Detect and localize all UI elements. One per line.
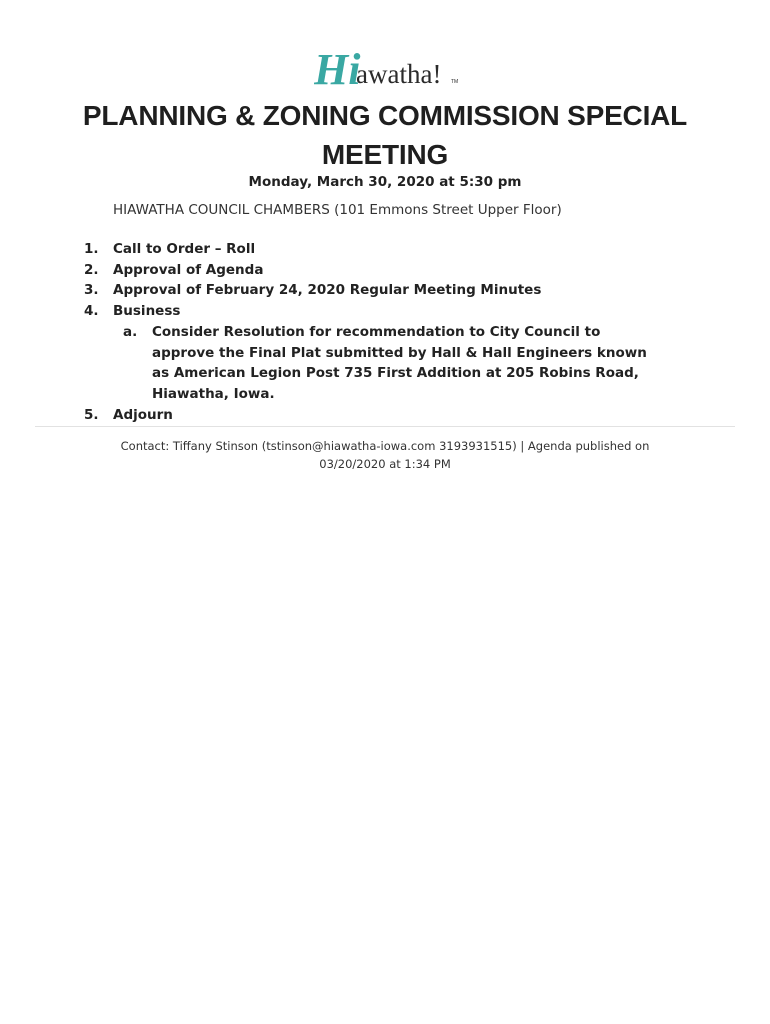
agenda-item-1 bbox=[84, 239, 684, 260]
agenda-item-text: Adjourn bbox=[113, 406, 173, 423]
logo-rest-text: awatha! bbox=[356, 59, 442, 89]
hiawatha-logo bbox=[314, 46, 462, 90]
agenda-item-number: 4. bbox=[84, 303, 99, 320]
agenda-item-text: Business bbox=[113, 303, 181, 320]
agenda-item-text: Approval of Agenda bbox=[113, 261, 264, 278]
page-title: PLANNING & ZONING COMMISSION SPECIAL MEETING bbox=[82, 100, 688, 170]
agenda-item-text: Call to Order – Roll bbox=[113, 241, 256, 257]
logo-trademark: TM bbox=[451, 79, 459, 85]
meeting-location: HIAWATHA COUNCIL CHAMBERS (101 Emmons Street Upper Floor) bbox=[113, 202, 562, 218]
agenda-item-2 bbox=[84, 260, 684, 281]
agenda-item-number: 1. bbox=[84, 241, 99, 257]
agenda-item-number: 2. bbox=[84, 261, 99, 278]
agenda-item-3 bbox=[84, 280, 684, 301]
agenda-item-number: 3. bbox=[84, 282, 99, 299]
agenda-item-5 bbox=[84, 405, 684, 426]
agenda-item-number: 5. bbox=[84, 406, 99, 423]
agenda-subitem-text: Consider Resolution for recommendation to City Council to approve the Final Plat submitted by Hall & Hall Engineers known as American Legion Post 735 First Addition at 205 Robins Road, Hiawatha, Iowa. bbox=[152, 323, 647, 402]
hiawatha-logo-graphic bbox=[314, 46, 462, 90]
meeting-date: Monday, March 30, 2020 at 5:30 pm bbox=[248, 174, 522, 190]
footer-divider bbox=[35, 426, 735, 427]
agenda-item-4 bbox=[84, 301, 684, 405]
agenda-subitem-letter: a. bbox=[123, 323, 138, 340]
agenda-subitem-a bbox=[123, 322, 652, 405]
logo-hi-text: Hi bbox=[314, 46, 361, 90]
agenda-list bbox=[84, 239, 684, 425]
footer-contact: Contact: Tiffany Stinson (tstinson@hiawatha-iowa.com 3193931515) | Agenda published on 03/20/2020 at 1:34 PM bbox=[120, 439, 650, 471]
agenda-item-text: Approval of February 24, 2020 Regular Meeting Minutes bbox=[113, 282, 542, 299]
